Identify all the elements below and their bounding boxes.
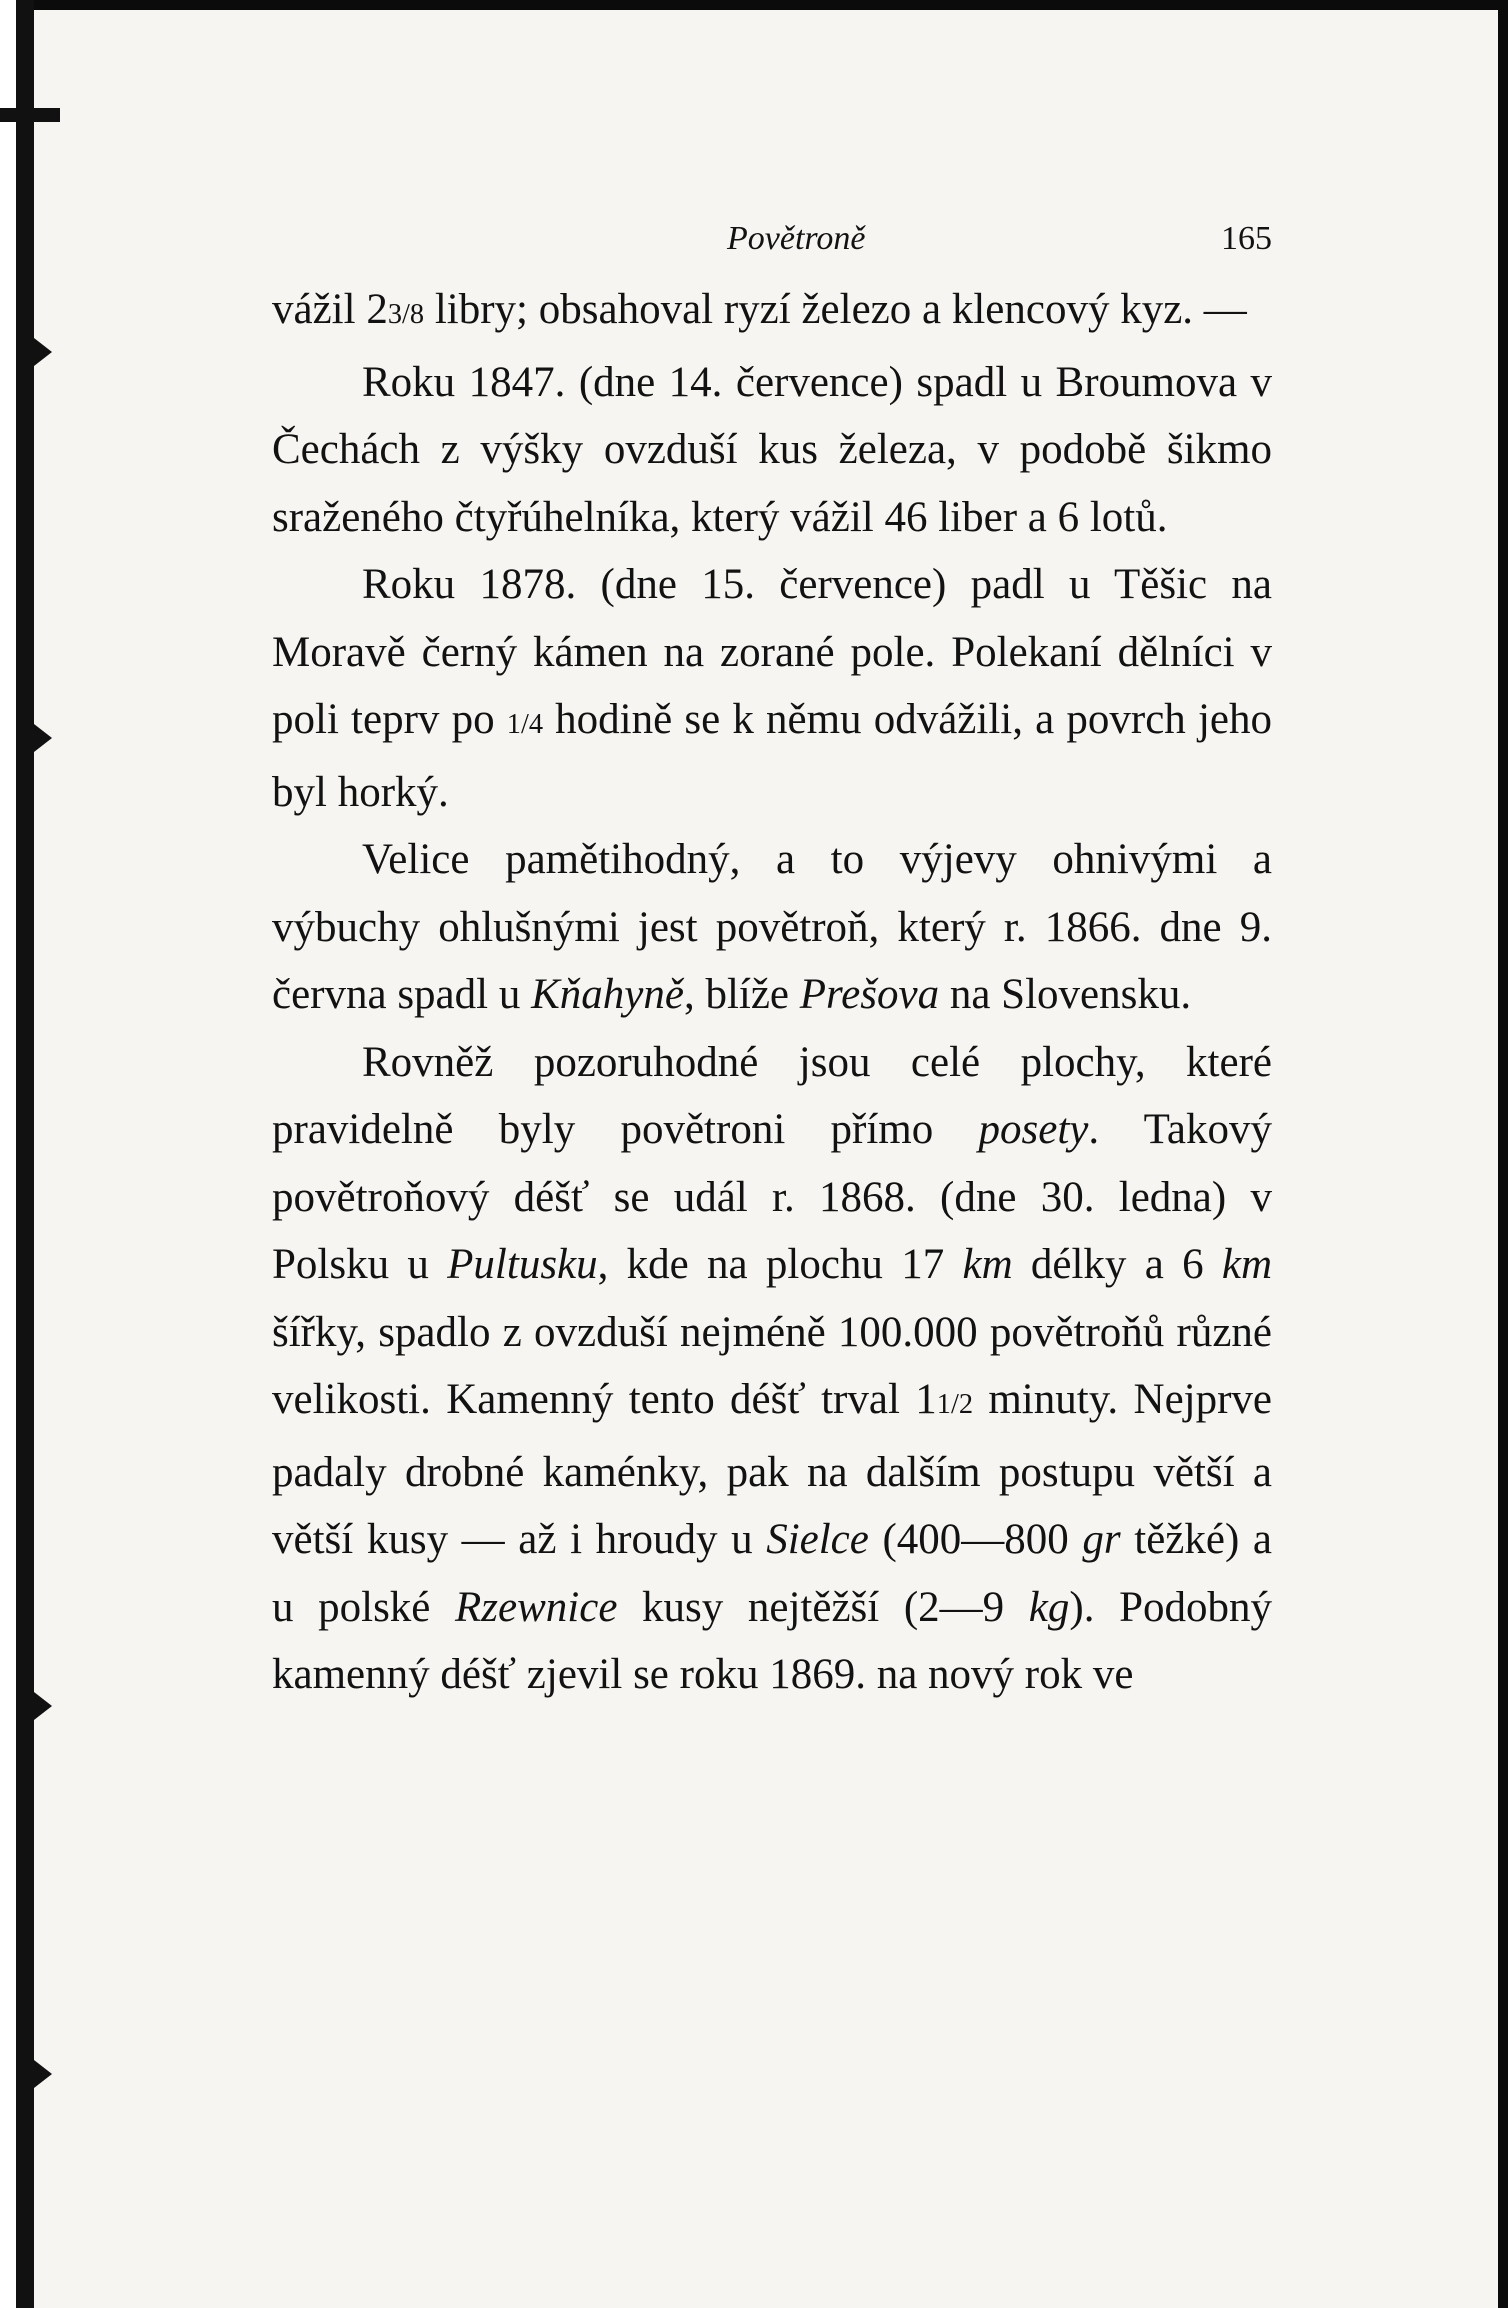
- text-run: , blíže: [683, 971, 800, 1018]
- italic-term: Kňahyně: [531, 971, 684, 1018]
- page-header: [272, 220, 1272, 276]
- text-run: kusy nejtěžší (2—9: [617, 1583, 1029, 1631]
- text-run: (400—800: [868, 1516, 1083, 1563]
- italic-term: kg: [1028, 1583, 1070, 1631]
- text-run: . Takový povětroňový déšť se udál r. 1868. (dne 30. ledna) v Polsku u: [272, 1106, 1272, 1288]
- italic-term: Sielce: [766, 1516, 869, 1563]
- text-run: délky a 6: [1012, 1241, 1222, 1288]
- text-run: Velice pamětihodný, a to výjevy ohnivými a výbuchy ohlušnými jest povětroň, který r. 1866. dne 9. června spadl u: [272, 836, 1272, 1018]
- text-run: ). Podobný kamenný déšť zjevil se roku 1869. na nový rok ve: [272, 1583, 1272, 1698]
- spine-tick: [34, 2060, 52, 2088]
- italic-term: Prešova: [799, 971, 940, 1018]
- paragraph-1: [272, 276, 1272, 349]
- italic-term: km: [1221, 1241, 1272, 1288]
- fraction: 3/8: [387, 299, 425, 330]
- spine-tick: [34, 1692, 52, 1720]
- text-run: Rovněž pozoruhodné jsou celé plochy, které pravidelně byly povětroni přímo: [272, 1038, 1272, 1153]
- paragraph-3: [272, 551, 1272, 826]
- text-run: těžké) a u polské: [272, 1516, 1272, 1631]
- italic-term: posety: [978, 1106, 1089, 1153]
- italic-term: Rzewnice: [455, 1583, 618, 1631]
- italic-term: km: [962, 1241, 1013, 1288]
- spine-tick: [34, 724, 52, 752]
- text-run: hodině se k němu odvážili, a povrch jeho byl horký.: [272, 696, 1273, 816]
- text-run: libry; obsahoval ryzí železo a klencový kyz. —: [424, 286, 1247, 333]
- book-spine-binding: [0, 0, 34, 2308]
- spine-tick: [34, 338, 52, 366]
- scan-right-edge: [1498, 0, 1508, 2308]
- italic-term: gr: [1082, 1516, 1121, 1563]
- fraction: 1/4: [506, 709, 544, 740]
- spine-notch: [0, 108, 60, 122]
- italic-term: Pultusku: [447, 1241, 598, 1288]
- scan-top-edge: [0, 0, 1508, 10]
- text-run: , kde na plochu 17: [597, 1241, 963, 1288]
- body-text: [272, 276, 1272, 1709]
- paragraph-5: [272, 1029, 1272, 1709]
- fraction: 1/2: [936, 1389, 974, 1420]
- text-run: Roku 1847. (dne 14. července) spadl u Broumova v Čechách z výšky ovzduší kus železa, v podobě šikmo sraženého čtyřúhelníka, který vážil 46 liber a 6 lotů.: [272, 358, 1272, 541]
- text-run: na Slovensku.: [939, 971, 1192, 1018]
- text-run: minuty. Nejprve padaly drobné kaménky, pak na dalším postupu větší a větší kusy — až i hroudy u: [272, 1376, 1273, 1563]
- text-run: Roku 1878. (dne 15. července) padl u Těšic na Moravě černý kámen na zorané pole. Polekaní dělníci v poli teprv po: [272, 561, 1272, 743]
- text-run: vážil 2: [272, 286, 388, 333]
- page-number: 165: [1221, 220, 1272, 257]
- running-title: Povětroně: [727, 220, 866, 257]
- paragraph-4: [272, 826, 1272, 1029]
- text-run: šířky, spadlo z ovzduší nejméně 100.000 povětroňů různé velikosti. Kamenný tento déšť trval 1: [272, 1308, 1272, 1423]
- page: [272, 220, 1272, 1709]
- paragraph-2: [272, 349, 1272, 552]
